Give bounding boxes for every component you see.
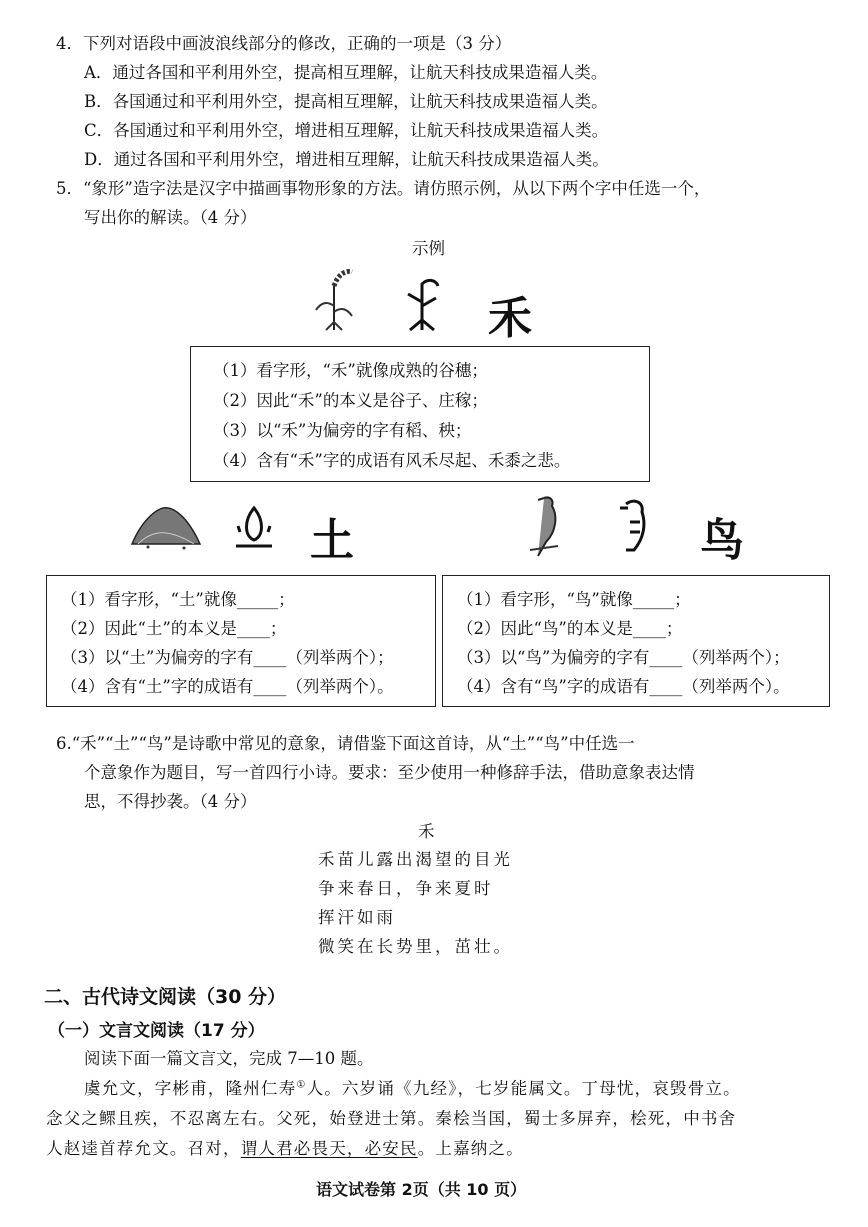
page-footer: 语文试卷第 2页（共 10 页） bbox=[316, 1180, 527, 1199]
oracle-he-glyph bbox=[402, 276, 442, 332]
q5-stem-line1: 5．“象形”造字法是汉字中描画事物形象的方法。请仿照示例，从以下两个字中任选一个， bbox=[56, 179, 711, 198]
example-line-2: （2）因此“禾”的本义是谷子、庄稼； bbox=[213, 391, 488, 410]
tu-character: 土 bbox=[310, 515, 354, 566]
tu-line-4: （4）含有“土”字的成语有____（列举两个）。 bbox=[61, 677, 394, 696]
passage-line-1-part-a: 虞允文，字彬甫，隆州仁寿 bbox=[84, 1079, 297, 1098]
passage-line-2: 念父之鳏且疾，不忍离左右。父死，始登进士第。秦桧当国，蜀士多屏弃，桧死，中书舍 bbox=[46, 1109, 737, 1128]
underlined-sentence: 谓人君必畏天，必安民 bbox=[240, 1139, 418, 1158]
q4-option-a: A．通过各国和平利用外空，提高相互理解，让航天科技成果造福人类。 bbox=[84, 63, 608, 82]
example-line-4: （4）含有“禾”字的成语有风禾尽起、禾黍之悲。 bbox=[213, 451, 571, 470]
oracle-tu-glyph bbox=[232, 502, 276, 550]
passage-line-3-part-a: 人赵逵首荐允文。召对， bbox=[46, 1139, 241, 1158]
q6-stem-line2: 个意象作为题目，写一首四行小诗。要求：至少使用一种修辞手法，借助意象表达情 bbox=[84, 763, 695, 782]
niao-line-3: （3）以“鸟”为偏旁的字有____（列举两个）； bbox=[457, 648, 790, 667]
example-box bbox=[190, 346, 650, 482]
footnote-mark: ① bbox=[296, 1079, 307, 1091]
q4-option-b: B．各国通过和平利用外空，提高相互理解，让航天科技成果造福人类。 bbox=[84, 92, 608, 111]
soil-mound-drawing bbox=[128, 500, 204, 550]
niao-line-2: （2）因此“鸟”的本义是____； bbox=[457, 619, 683, 638]
poem-title: 禾 bbox=[418, 822, 438, 841]
example-label: 示例 bbox=[412, 239, 445, 258]
section-heading: 二、古代诗文阅读（30 分） bbox=[44, 986, 287, 1008]
bird-drawing bbox=[524, 492, 564, 558]
q4-option-d: D．通过各国和平利用外空，增进相互理解，让航天科技成果造福人类。 bbox=[84, 150, 609, 169]
niao-line-1: （1）看字形，“鸟”就像_____； bbox=[457, 590, 691, 609]
niao-answer-box bbox=[442, 575, 830, 707]
oracle-niao-glyph bbox=[616, 496, 652, 554]
q4-stem: 4．下列对语段中画波浪线部分的修改，正确的一项是（3 分） bbox=[56, 34, 512, 53]
tu-line-3: （3）以“土”为偏旁的字有____（列举两个）； bbox=[61, 648, 394, 667]
example-line-1: （1）看字形，“禾”就像成熟的谷穗； bbox=[213, 361, 488, 380]
niao-line-4: （4）含有“鸟”字的成语有____（列举两个）。 bbox=[457, 677, 790, 696]
q6-stem-line1: 6.“禾”“土”“鸟”是诗歌中常见的意象，请借鉴下面这首诗，从“土”“鸟”中任选一 bbox=[56, 734, 635, 753]
passage-line-1 bbox=[84, 1075, 741, 1099]
q6-stem-line3: 思，不得抄袭。（4 分） bbox=[84, 792, 257, 811]
rice-plant-drawing bbox=[312, 266, 356, 332]
passage-line-3 bbox=[46, 1135, 524, 1159]
q5-stem-line2: 写出你的解读。（4 分） bbox=[84, 208, 257, 227]
niao-character: 鸟 bbox=[700, 515, 744, 566]
he-character: 禾 bbox=[488, 293, 532, 344]
tu-line-2: （2）因此“土”的本义是____； bbox=[61, 619, 287, 638]
poem-line-3: 挥汗如雨 bbox=[318, 908, 396, 927]
poem-line-4: 微笑在长势里，茁壮。 bbox=[318, 937, 513, 956]
poem-line-1: 禾苗儿露出渴望的目光 bbox=[318, 850, 513, 869]
sub-heading: （一）文言文阅读（17 分） bbox=[48, 1021, 265, 1041]
passage-line-1-part-b: 人。六岁诵《九经》，七岁能属文。丁母忧，哀毁骨立。 bbox=[306, 1079, 741, 1098]
tu-line-1: （1）看字形，“土”就像_____； bbox=[61, 590, 295, 609]
poem-line-2: 争来春日，争来夏时 bbox=[318, 879, 494, 898]
q4-option-c: C．各国通过和平利用外空，增进相互理解，让航天科技成果造福人类。 bbox=[84, 121, 609, 140]
example-line-3: （3）以“禾”为偏旁的字有稻、秧； bbox=[213, 421, 472, 440]
tu-answer-box bbox=[46, 575, 436, 707]
reading-instruction: 阅读下面一篇文言文，完成 7—10 题。 bbox=[84, 1049, 374, 1068]
passage-line-3-part-b: 。上嘉纳之。 bbox=[417, 1139, 524, 1158]
